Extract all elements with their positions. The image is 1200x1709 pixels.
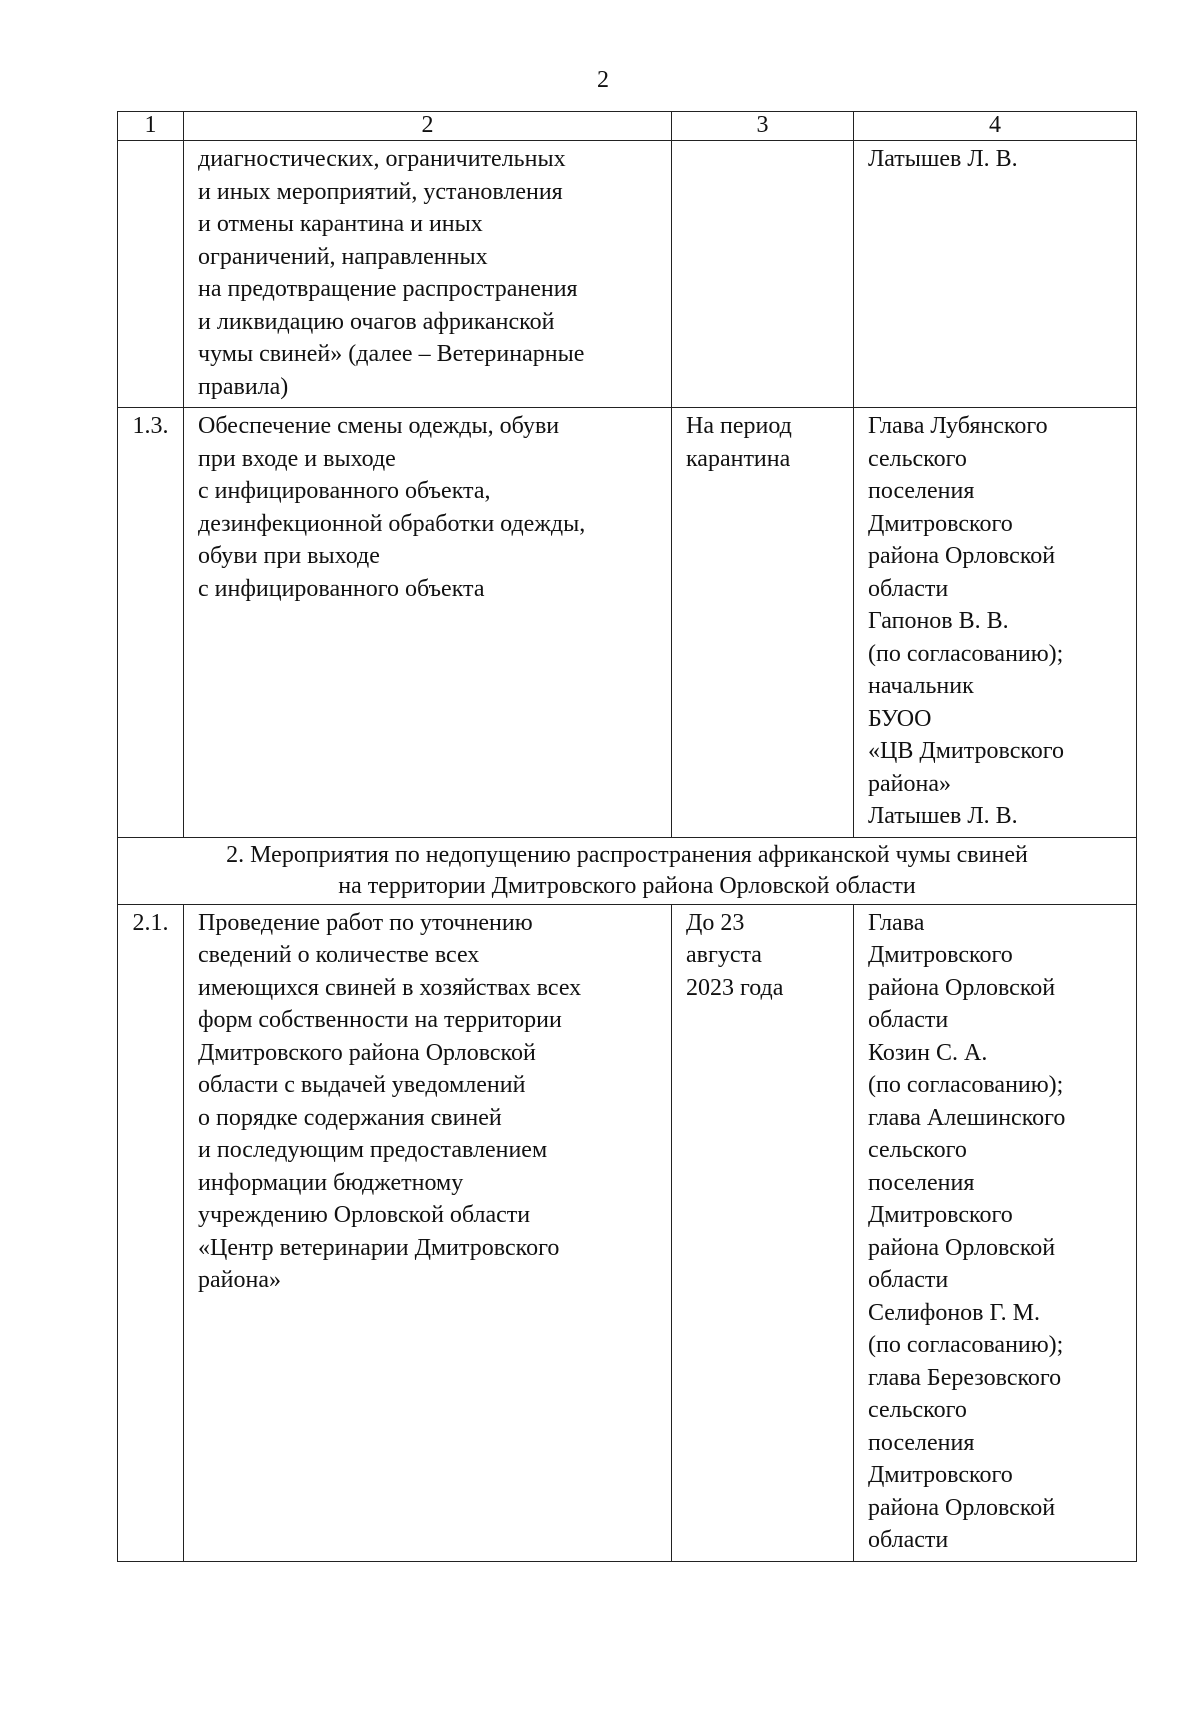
text-line: учреждению Орловской области	[198, 1202, 531, 1228]
text-line: (по согласованию);	[868, 1332, 1064, 1358]
text-line: До 23	[686, 909, 745, 936]
header-col-1: 1	[118, 112, 184, 141]
text-line: Проведение работ по уточнению	[198, 909, 533, 936]
text-line: области	[868, 1527, 949, 1553]
text-line: Латышев Л. В.	[868, 803, 1018, 829]
text-line: диагностических, ограничительных	[198, 146, 566, 172]
header-col-4: 4	[854, 112, 1137, 141]
responsible-cell	[854, 141, 1137, 408]
text-line: сельского	[868, 445, 967, 472]
header-col-3: 3	[672, 112, 854, 141]
page-number: 2	[597, 67, 609, 93]
text-line: о порядке содержания свиней	[198, 1104, 502, 1131]
text-line: карантина	[686, 445, 791, 472]
text-line: Обеспечение смены одежды, обуви	[198, 413, 560, 439]
text-line: на территории Дмитровского района Орловской области	[338, 872, 916, 899]
text-line: и отмены карантина и иных	[198, 211, 483, 237]
table-row-continuation	[118, 141, 1137, 408]
text-line: (по согласованию);	[868, 1072, 1064, 1098]
text-line: форм собственности на территории	[198, 1007, 562, 1033]
text-line: «Центр ветеринарии Дмитровского	[198, 1234, 560, 1261]
text-line: области	[868, 1007, 949, 1033]
text-line: Гапонов В. В.	[868, 608, 1009, 634]
text-line: на предотвращение распространения	[198, 276, 578, 302]
responsible-cell	[854, 904, 1137, 1561]
table-row-2-1	[118, 904, 1137, 1561]
text-line: сельского	[868, 1137, 967, 1163]
text-line: и последующим предоставлением	[198, 1137, 548, 1163]
deadline-cell	[672, 141, 854, 408]
text-line: района»	[868, 770, 951, 797]
text-line: района Орловской	[868, 974, 1056, 1001]
text-line: глава Березовского	[868, 1364, 1062, 1391]
activity-cell	[184, 904, 672, 1561]
text-line: 2. Мероприятия по недопущению распространения африканской чумы свиней	[226, 841, 1028, 868]
text-line: поселения	[868, 478, 975, 504]
section-title	[118, 837, 1137, 904]
deadline-cell	[672, 904, 854, 1561]
text-line: поселения	[868, 1169, 975, 1196]
text-line: Дмитровского района Орловской	[198, 1039, 536, 1066]
deadline-cell	[672, 408, 854, 838]
text-line: поселения	[868, 1429, 975, 1456]
table-header-row	[118, 112, 1137, 141]
text-line: обуви при выходе	[198, 543, 380, 569]
text-line: августа	[686, 942, 762, 968]
text-line: района Орловской	[868, 543, 1056, 569]
text-line: БУОО	[868, 705, 932, 732]
text-line: района Орловской	[868, 1234, 1056, 1261]
text-line: сельского	[868, 1397, 967, 1423]
text-line: дезинфекционной обработки одежды,	[198, 510, 586, 537]
text-line: На период	[686, 413, 792, 439]
activity-cell	[184, 141, 672, 408]
text-line: ограничений, направленных	[198, 243, 488, 270]
text-line: области	[868, 575, 949, 602]
text-line: и ликвидацию очагов африканской	[198, 308, 555, 335]
row-number	[118, 141, 184, 408]
section-heading-row	[118, 837, 1137, 904]
text-line: Глава	[868, 909, 925, 936]
text-line: при входе и выходе	[198, 445, 396, 472]
text-line: области с выдачей уведомлений	[198, 1072, 526, 1098]
text-line: начальник	[868, 673, 974, 699]
text-line: Латышев Л. В.	[868, 146, 1018, 172]
text-line: сведений о количестве всех	[198, 942, 480, 968]
header-col-2: 2	[184, 112, 672, 141]
text-line: Дмитровского	[868, 1462, 1013, 1488]
text-line: чумы свиней» (далее – Ветеринарные	[198, 341, 585, 367]
responsible-cell	[854, 408, 1137, 838]
text-line: 2023 года	[686, 974, 784, 1001]
text-line: «ЦВ Дмитровского	[868, 738, 1065, 764]
text-line: Дмитровского	[868, 942, 1013, 968]
text-line: и иных мероприятий, установления	[198, 178, 563, 205]
text-line: района Орловской	[868, 1494, 1056, 1521]
table-row-1-3	[118, 408, 1137, 838]
text-line: Дмитровского	[868, 1202, 1013, 1228]
row-number: 1.3.	[118, 408, 184, 838]
text-line: Дмитровского	[868, 510, 1013, 537]
activity-cell	[184, 408, 672, 838]
measures-table	[117, 111, 1137, 1562]
text-line: (по согласованию);	[868, 640, 1064, 667]
text-line: Козин С. А.	[868, 1039, 988, 1066]
text-line: области	[868, 1267, 949, 1293]
row-number: 2.1.	[118, 904, 184, 1561]
text-line: имеющихся свиней в хозяйствах всех	[198, 974, 582, 1001]
text-line: с инфицированного объекта	[198, 575, 485, 602]
text-line: правила)	[198, 373, 289, 400]
text-line: с инфицированного объекта,	[198, 478, 491, 504]
text-line: Глава Лубянского	[868, 413, 1048, 439]
text-line: района»	[198, 1267, 281, 1293]
text-line: информации бюджетному	[198, 1169, 464, 1196]
text-line: Селифонов Г. М.	[868, 1299, 1041, 1326]
text-line: глава Алешинского	[868, 1104, 1066, 1131]
